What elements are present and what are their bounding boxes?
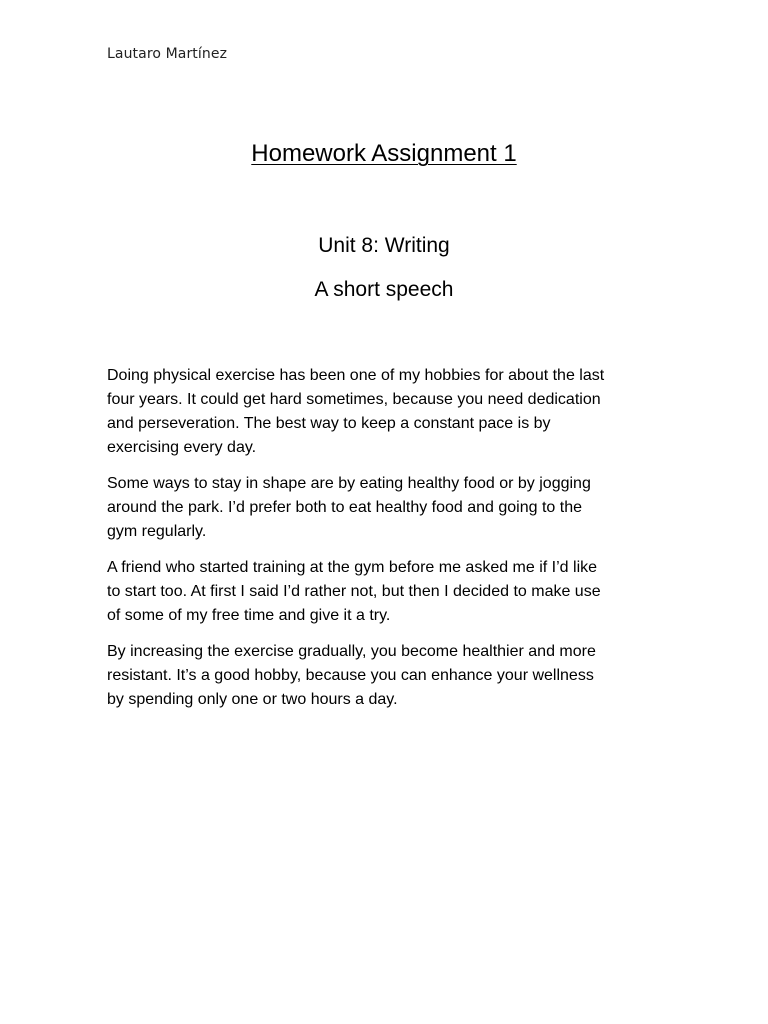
paragraph-line: By increasing the exercise gradually, you become healthier and more — [107, 643, 596, 660]
paragraph-1 — [107, 364, 667, 460]
document-title: Homework Assignment 1 — [251, 140, 517, 167]
paragraph-line: of some of my free time and give it a try. — [107, 607, 391, 624]
paragraph-line: by spending only one or two hours a day. — [107, 691, 398, 708]
author-name: Lautaro Martínez — [107, 46, 228, 62]
paragraph-line: Some ways to stay in shape are by eating healthy food or by jogging — [107, 475, 591, 492]
paragraph-3 — [107, 556, 667, 628]
paragraph-4 — [107, 640, 667, 712]
paragraph-2 — [107, 472, 667, 544]
paragraph-line: around the park. I’d prefer both to eat healthy food and going to the — [107, 499, 583, 516]
paragraph-line: gym regularly. — [107, 523, 207, 540]
paragraph-line: resistant. It’s a good hobby, because you can enhance your wellness — [107, 667, 594, 684]
speech-body — [107, 364, 667, 724]
paragraph-line: exercising every day. — [107, 439, 257, 456]
unit-heading: Unit 8: Writing — [318, 234, 450, 257]
paragraph-line: and perseveration. The best way to keep a constant pace is by — [107, 415, 551, 432]
paragraph-line: A friend who started training at the gym before me asked me if I’d like — [107, 559, 598, 576]
paragraph-line: Doing physical exercise has been one of my hobbies for about the last — [107, 367, 605, 384]
paragraph-line: four years. It could get hard sometimes, because you need dedication — [107, 391, 601, 408]
paragraph-line: to start too. At first I said I’d rather not, but then I decided to make use — [107, 583, 601, 600]
speech-heading: A short speech — [314, 278, 454, 301]
